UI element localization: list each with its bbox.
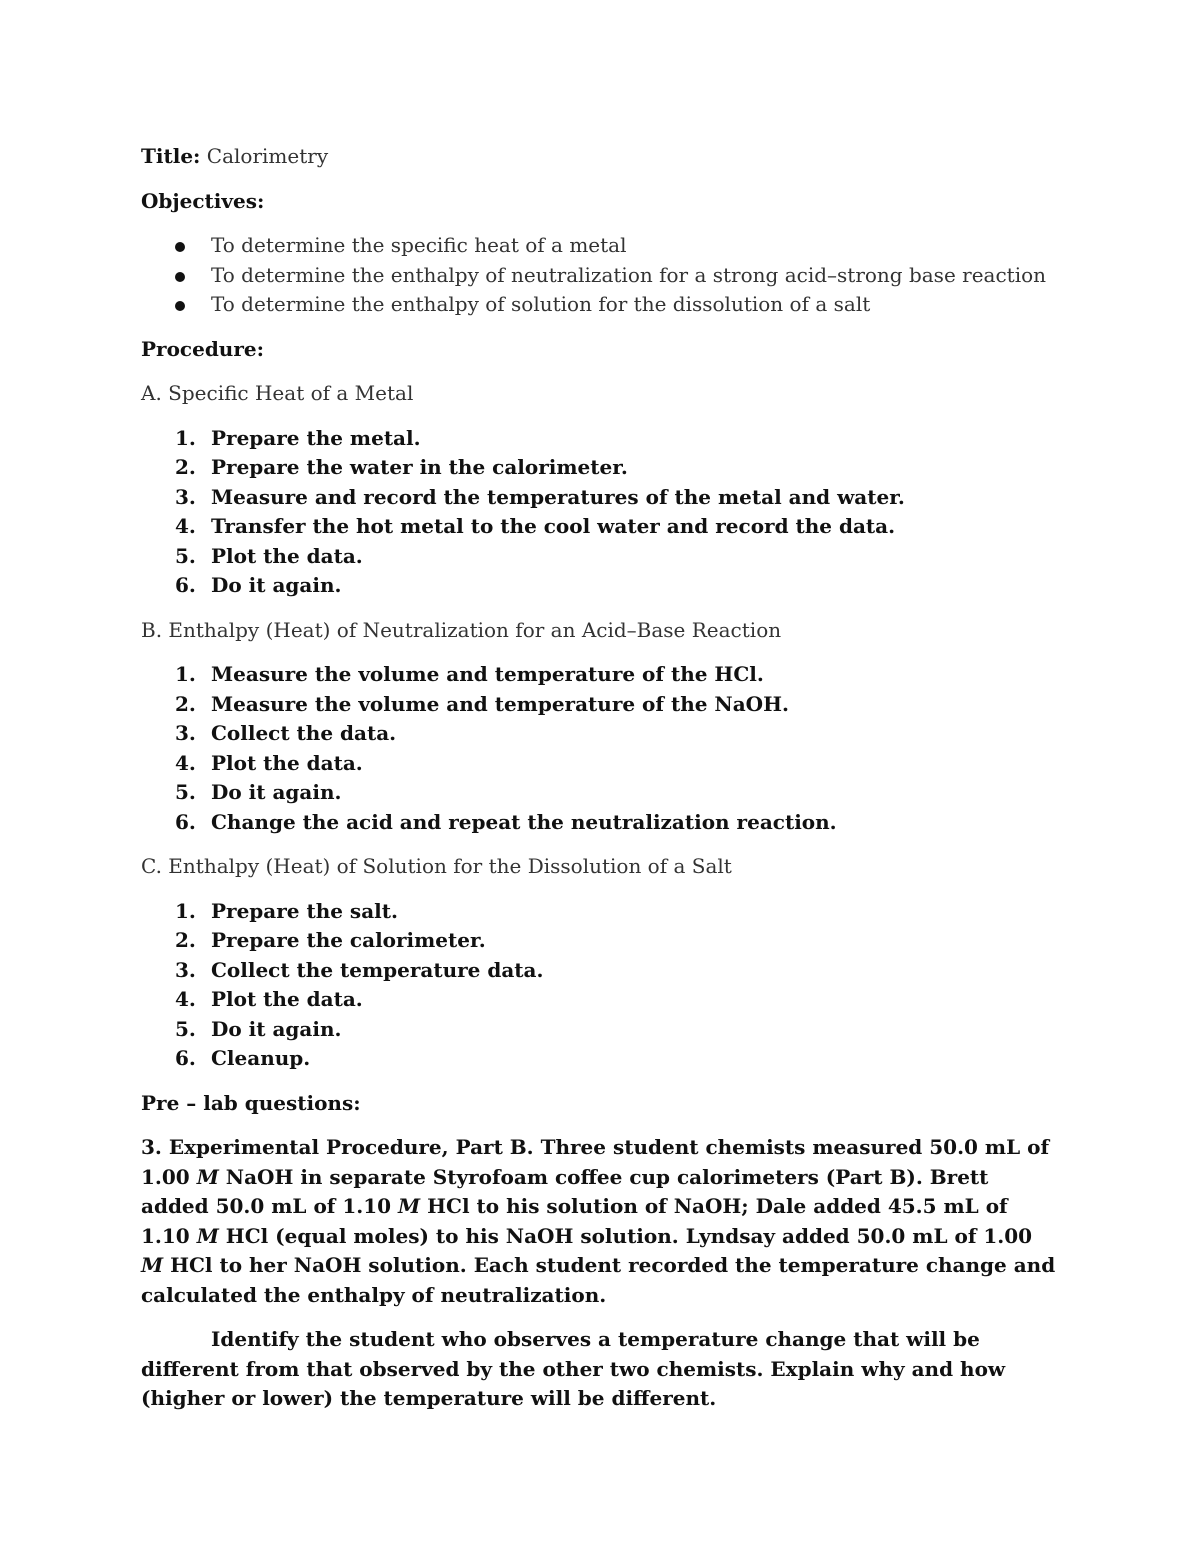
step-item: 1. Prepare the salt. bbox=[175, 898, 398, 923]
prelab-heading: Pre – lab questions: bbox=[141, 1090, 361, 1115]
section-b-title: B. Enthalpy (Heat) of Neutralization for an Acid–Base Reaction bbox=[141, 617, 782, 642]
step-item: 6. Do it again. bbox=[175, 573, 342, 597]
section-c-title: C. Enthalpy (Heat) of Solution for the Dissolution of a Salt bbox=[141, 854, 732, 878]
objective-item: To determine the specific heat of a metal bbox=[141, 231, 1070, 261]
section-c-steps bbox=[141, 897, 1070, 1074]
step-item: 5. Plot the data. bbox=[175, 543, 363, 568]
step-item: 2. Measure the volume and temperature of the NaOH. bbox=[175, 691, 789, 716]
step-item: 5. Do it again. bbox=[175, 1016, 342, 1041]
bullet-icon bbox=[175, 301, 185, 311]
step-item: 6. Change the acid and repeat the neutralization reaction. bbox=[175, 809, 837, 834]
bullet-icon bbox=[175, 272, 185, 282]
section-a-title: A. Specific Heat of a Metal bbox=[141, 381, 414, 405]
step-item: 1. Measure the volume and temperature of the HCl. bbox=[175, 662, 764, 686]
objective-item: To determine the enthalpy of solution for the dissolution of a salt bbox=[141, 290, 1070, 320]
step-item: 5. Do it again. bbox=[175, 780, 342, 804]
section-b-steps bbox=[141, 660, 1070, 837]
step-item: 2. Prepare the water in the calorimeter. bbox=[175, 455, 628, 479]
step-item: 4. Transfer the hot metal to the cool water and record the data. bbox=[175, 514, 896, 538]
objective-item: To determine the enthalpy of neutralization for a strong acid–strong base reaction bbox=[141, 261, 1070, 291]
step-item: 4. Plot the data. bbox=[175, 987, 363, 1011]
objectives-list bbox=[141, 231, 1070, 320]
procedure-heading: Procedure: bbox=[141, 336, 264, 361]
prelab-prompt: Identify the student who observes a temperature change that will be different from that observed by the other two chemists. Explain why and how (higher or lower) the temperature will be different. bbox=[141, 1327, 1006, 1410]
title-value: Calorimetry bbox=[206, 144, 329, 168]
step-item: 3. Measure and record the temperatures of the metal and water. bbox=[175, 484, 905, 509]
section-a-steps bbox=[141, 424, 1070, 601]
prelab-question: 3. Experimental Procedure, Part B. Three student chemists measured 50.0 mL of 1.00 M NaOH in separate Styrofoam coffee cup calorimeters (Part B). Brett added 50.0 mL of 1.10 M HCl to his solution of NaOH; Dale added 45.5 mL of 1.10 M HCl (equal moles) to his NaOH solution. Lyndsay added 50.0 mL of 1.00 M HCl to her NaOH solution. Each student recorded the temperature change and calculated the enthalpy of neutralization. bbox=[141, 1135, 1056, 1307]
step-item: 3. Collect the data. bbox=[175, 721, 397, 745]
step-item: 3. Collect the temperature data. bbox=[175, 957, 544, 982]
bullet-icon bbox=[175, 242, 185, 252]
step-item: 6. Cleanup. bbox=[175, 1046, 311, 1070]
step-item: 2. Prepare the calorimeter. bbox=[175, 928, 486, 952]
objectives-heading: Objectives: bbox=[141, 188, 265, 213]
title-line bbox=[141, 142, 1070, 172]
step-item: 4. Plot the data. bbox=[175, 750, 363, 775]
title-label: Title: bbox=[141, 144, 201, 168]
step-item: 1. Prepare the metal. bbox=[175, 425, 421, 450]
